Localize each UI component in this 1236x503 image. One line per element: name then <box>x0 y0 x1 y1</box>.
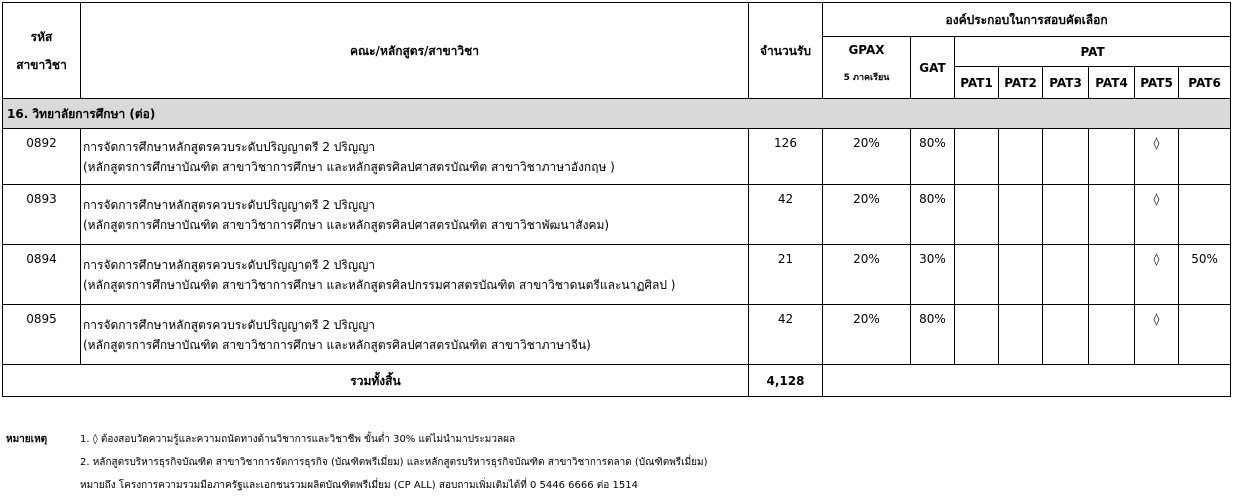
total-row <box>3 365 1231 397</box>
gpax-label: GPAX <box>848 43 885 57</box>
section-row <box>3 99 1231 129</box>
pat-header: PAT <box>955 37 1231 67</box>
gat-header: GAT <box>911 37 955 99</box>
pat1-value <box>955 245 999 305</box>
pat2-value <box>999 305 1043 365</box>
pat4-value <box>1089 305 1135 365</box>
pat3-value <box>1043 129 1089 185</box>
pat6-header: PAT6 <box>1179 67 1231 99</box>
note-item: หมายถึง โครงการความรวมมือภาครัฐและเอกชนรวมผลิตบัณฑิตพรีเมี่ยม (CP ALL) สอบถามเพิ่มเติมได้ที่ 0 5446 6666 ต่อ 1514 <box>80 480 638 491</box>
pat2-value <box>999 245 1043 305</box>
pat6-value <box>1179 305 1231 365</box>
gat-value: 30% <box>911 245 955 305</box>
program-name <box>81 305 749 365</box>
program-line2: (หลักสูตรการศึกษาบัณฑิต สาขาวิชาการศึกษา และหลักสูตรศิลปศาสตรบัณฑิต สาขาวิชาภาษาจีน) <box>83 337 591 352</box>
notes <box>6 428 708 497</box>
seats-value: 21 <box>749 245 823 305</box>
program-code: 0892 <box>3 129 81 185</box>
notes-label: หมายเหตุ <box>6 434 48 445</box>
pat4-value <box>1089 129 1135 185</box>
pat2-value <box>999 129 1043 185</box>
program-line1: การจัดการศึกษาหลักสูตรควบระดับปริญญาตรี 2 ปริญญา <box>83 139 376 154</box>
seats-value: 126 <box>749 129 823 185</box>
seats-header: จำนวนรับ <box>749 3 823 99</box>
seats-value: 42 <box>749 305 823 365</box>
pat4-header: PAT4 <box>1089 67 1135 99</box>
gat-value: 80% <box>911 129 955 185</box>
table-row <box>3 245 1231 305</box>
pat3-value <box>1043 305 1089 365</box>
table-row <box>3 185 1231 245</box>
gpax-value: 20% <box>823 129 911 185</box>
program-name <box>81 185 749 245</box>
program-line1: การจัดการศึกษาหลักสูตรควบระดับปริญญาตรี 2 ปริญญา <box>83 317 376 332</box>
pat3-value <box>1043 185 1089 245</box>
code-header <box>3 3 81 99</box>
program-name <box>81 129 749 185</box>
pat5-value: ◊ <box>1135 185 1179 245</box>
program-code: 0894 <box>3 245 81 305</box>
program-line2: (หลักสูตรการศึกษาบัณฑิต สาขาวิชาการศึกษา และหลักสูตรศิลปศาสตรบัณฑิต สาขาวิชาภาษาอังกฤษ ) <box>83 159 615 174</box>
pat1-value <box>955 129 999 185</box>
gpax-value: 20% <box>823 245 911 305</box>
note-item: 2. หลักสูตรบริหารธุรกิจบัณฑิต สาขาวิชาการจัดการธุรกิจ (บัณฑิตพรีเมี่ยม) และหลักสูตรบริหารธุรกิจบัณฑิต สาขาวิชาการตลาด (บัณฑิตพรีเมี่ยม) <box>80 457 708 468</box>
pat1-value <box>955 185 999 245</box>
pat5-header: PAT5 <box>1135 67 1179 99</box>
program-code: 0895 <box>3 305 81 365</box>
gat-value: 80% <box>911 185 955 245</box>
note-item: 1. ◊ ต้องสอบวัดความรู้และความถนัดทางด้านวิชาการและวิชาชีพ ขั้นต่ำ 30% แต่ไม่นำมาประมวลผล <box>80 434 516 445</box>
pat4-value <box>1089 245 1135 305</box>
seats-value: 42 <box>749 185 823 245</box>
program-line2: (หลักสูตรการศึกษาบัณฑิต สาขาวิชาการศึกษา และหลักสูตรศิลปศาสตรบัณฑิต สาขาวิชาพัฒนาสังคม) <box>83 217 610 232</box>
section-label: 16. วิทยาลัยการศึกษา (ต่อ) <box>3 99 1231 129</box>
pat1-value <box>955 305 999 365</box>
pat5-value: ◊ <box>1135 129 1179 185</box>
total-label: รวมทั้งสิ้น <box>3 365 749 397</box>
total-value: 4,128 <box>749 365 823 397</box>
gpax-header <box>823 37 911 99</box>
admission-table <box>2 2 1231 397</box>
pat6-value: 50% <box>1179 245 1231 305</box>
pat3-header: PAT3 <box>1043 67 1089 99</box>
gpax-sub-label: 5 ภาคเรียน <box>843 73 890 83</box>
pat2-value <box>999 185 1043 245</box>
pat6-value <box>1179 129 1231 185</box>
program-name <box>81 245 749 305</box>
components-header: องค์ประกอบในการสอบคัดเลือก <box>823 3 1231 37</box>
gat-value: 80% <box>911 305 955 365</box>
program-header: คณะ/หลักสูตร/สาขาวิชา <box>81 3 749 99</box>
pat5-value: ◊ <box>1135 305 1179 365</box>
gpax-value: 20% <box>823 305 911 365</box>
total-empty-cell <box>823 365 1231 397</box>
table-row <box>3 129 1231 185</box>
program-code: 0893 <box>3 185 81 245</box>
pat2-header: PAT2 <box>999 67 1043 99</box>
pat4-value <box>1089 185 1135 245</box>
gpax-value: 20% <box>823 185 911 245</box>
pat5-value: ◊ <box>1135 245 1179 305</box>
program-line1: การจัดการศึกษาหลักสูตรควบระดับปริญญาตรี 2 ปริญญา <box>83 257 376 272</box>
pat6-value <box>1179 185 1231 245</box>
code-header-line1: รหัส <box>30 29 53 44</box>
pat3-value <box>1043 245 1089 305</box>
code-header-line2: สาขาวิชา <box>16 57 67 72</box>
program-line2: (หลักสูตรการศึกษาบัณฑิต สาขาวิชาการศึกษา และหลักสูตรศิลปกรรมศาสตรบัณฑิต สาขาวิชาดนตรีและนาฏศิลป ) <box>83 277 676 292</box>
pat1-header: PAT1 <box>955 67 999 99</box>
table-row <box>3 305 1231 365</box>
program-line1: การจัดการศึกษาหลักสูตรควบระดับปริญญาตรี 2 ปริญญา <box>83 197 376 212</box>
